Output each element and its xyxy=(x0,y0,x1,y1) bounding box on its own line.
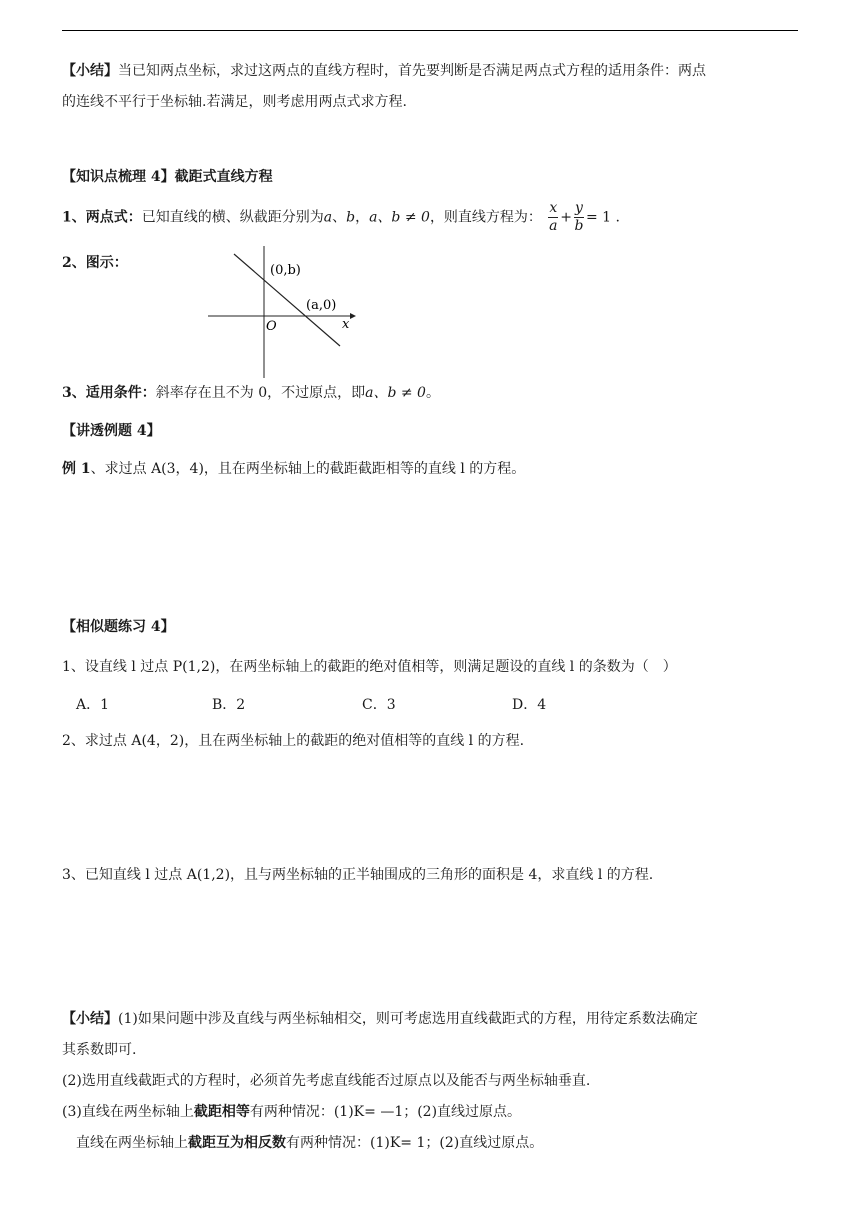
line4-text-b: 有两种情况：(1)K= —1；(2)直线过原点。 xyxy=(249,1104,522,1120)
line5-text-a: 直线在两坐标轴上 xyxy=(76,1135,188,1151)
separator: 、 xyxy=(332,209,347,226)
summary-2 xyxy=(62,1004,802,1159)
item-2-label: 2、图示： xyxy=(62,255,128,271)
summary-2-line4 xyxy=(62,1097,802,1128)
fraction-num-y: y xyxy=(575,200,583,216)
line4-bold: 截距相等 xyxy=(193,1104,250,1120)
summary-2-line1: (1)如果问题中涉及直线与两坐标轴相交，则可考虑选用直线截距式的方程，用待定系数法确定 xyxy=(118,1011,698,1027)
example-text: 、求过点 A(3，4)，且在两坐标轴上的截距截距相等的直线 l 的方程。 xyxy=(90,461,526,477)
option-a: A．1 xyxy=(76,697,110,713)
summary-1-line1: 当已知两点坐标，求过这两点的直线方程时，首先要判断是否满足两点式方程的适用条件：两点 xyxy=(118,63,706,79)
comma: ， xyxy=(355,209,370,226)
practice-question-1: 1、设直线 l 过点 P(1,2)，在两坐标轴上的截距的绝对值相等，则满足题设的直线 l 的条数为（ ） xyxy=(62,659,677,675)
summary-1 xyxy=(62,56,802,118)
intercept-diagram xyxy=(200,240,360,380)
equation-rhs: = 1 . xyxy=(585,209,620,226)
item-3-text: 斜率存在且不为 0，不过原点，即 xyxy=(155,385,366,401)
condition: a、b ≠ 0 xyxy=(369,209,430,226)
summary-2-line3: (2)选用直线截距式的方程时，必须首先考虑直线能否过原点以及能否与两坐标轴垂直. xyxy=(62,1073,591,1089)
section-4-title: 【知识点梳理 4】截距式直线方程 xyxy=(62,169,273,185)
example-4-title: 【讲透例题 4】 xyxy=(62,423,161,439)
item-1 xyxy=(62,200,620,235)
practice-4-title: 【相似题练习 4】 xyxy=(62,619,175,635)
practice-question-3: 3、已知直线 l 过点 A(1,2)，且与两坐标轴的正半轴围成的三角形的面积是 4，求直线 l 的方程. xyxy=(62,867,654,883)
option-d: D．4 xyxy=(512,697,547,713)
practice-question-2: 2、求过点 A(4，2)，且在两坐标轴上的截距的绝对值相等的直线 l 的方程. xyxy=(62,733,525,749)
item-1-text-b: ，则直线方程为： xyxy=(429,209,542,226)
line5-bold: 截距互为相反数 xyxy=(188,1135,286,1151)
var-a: a xyxy=(323,209,333,226)
summary-1-tag: 【小结】 xyxy=(62,63,118,79)
summary-1-line2: 的连线不平行于坐标轴.若满足，则考虑用两点式求方程. xyxy=(62,94,407,110)
summary-2-tag: 【小结】 xyxy=(62,1011,118,1027)
fraction-den-a: a xyxy=(549,218,558,234)
label-x-axis: x xyxy=(342,317,350,332)
example-label: 例 1 xyxy=(62,461,91,477)
option-c: C．3 xyxy=(362,697,396,713)
line5-text-b: 有两种情况：(1)K= 1；(2)直线过原点。 xyxy=(286,1135,544,1151)
label-point-b: (0,b) xyxy=(270,263,301,278)
fraction-x-over-a xyxy=(548,200,558,235)
var-b: b xyxy=(346,209,356,226)
plus-sign: + xyxy=(560,209,573,226)
line4-text-a: (3)直线在两坐标轴上 xyxy=(62,1104,194,1120)
option-b: B．2 xyxy=(212,697,246,713)
fraction-y-over-b xyxy=(574,200,584,235)
example-4-question xyxy=(62,458,525,478)
header-rule xyxy=(62,30,798,31)
summary-2-line2: 其系数即可. xyxy=(62,1042,137,1058)
label-point-a: (a,0) xyxy=(306,298,337,313)
x-axis-arrow-icon xyxy=(350,313,356,319)
fraction-den-b: b xyxy=(574,218,584,234)
item-3-label: 3、适用条件： xyxy=(62,385,156,401)
label-origin: O xyxy=(266,319,277,334)
fraction-num-x: x xyxy=(549,200,558,216)
item-3 xyxy=(62,382,440,402)
summary-2-line5 xyxy=(62,1128,802,1159)
item-1-text-a: 已知直线的横、纵截距分别为 xyxy=(141,209,324,226)
item-1-label: 1、两点式： xyxy=(62,209,142,226)
item-3-condition: a、b ≠ 0 xyxy=(365,385,426,401)
item-3-end: 。 xyxy=(425,385,440,401)
